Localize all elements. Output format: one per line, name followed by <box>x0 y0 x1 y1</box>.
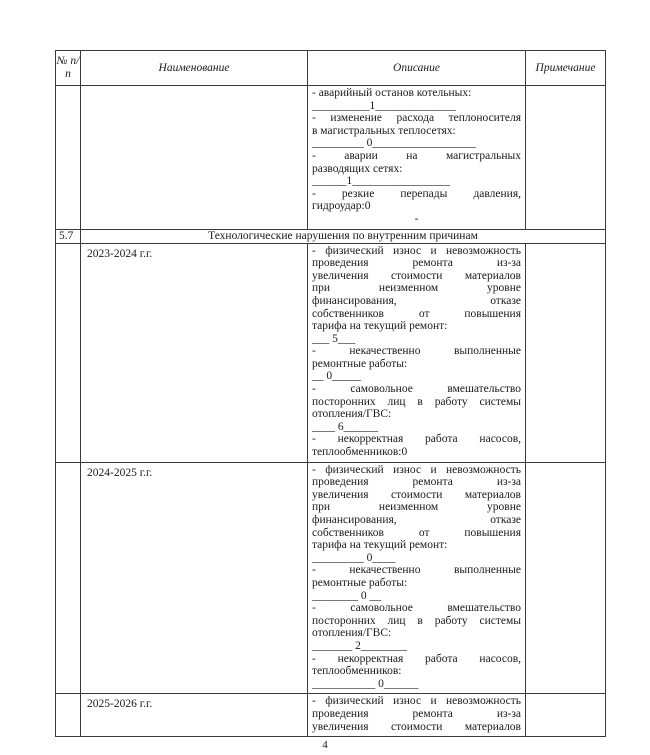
desc-line: - <box>414 212 419 225</box>
desc-line: - некорректная работа насосов, <box>312 433 521 446</box>
desc-line: - физический износ и невозможность <box>312 244 521 257</box>
period-row-2 <box>56 694 606 737</box>
desc-line: ___ 5___ <box>312 332 356 345</box>
period-name: 2025-2026 г.г. <box>81 694 308 737</box>
desc-line: посторонних лиц в работу системы <box>312 614 521 627</box>
desc-line: ___________ 0______ <box>312 677 419 690</box>
desc-line: ремонтные работы: <box>312 357 408 370</box>
desc-line: - аварии на магистральных <box>312 149 521 162</box>
desc-line: тарифа на текущий ремонт: <box>312 320 448 333</box>
desc-line: собственников от повышения <box>312 526 521 539</box>
desc-line: - аварийный останов котельных: <box>312 87 472 99</box>
continuation-desc <box>308 86 526 230</box>
desc-line: - физический износ и невозможность <box>312 463 521 476</box>
continuation-row <box>56 86 606 230</box>
section-title: Технологические нарушения по внутренним причинам <box>81 229 606 243</box>
desc-line: - физический износ и невозможность <box>312 695 521 708</box>
desc-line: при неизменном уровне <box>312 501 521 514</box>
desc-line: увеличения стоимости материалов <box>312 720 521 733</box>
desc-line: _________ 0__________________ <box>312 137 476 150</box>
header-row <box>56 51 606 86</box>
desc-line: ________ 0 __ <box>312 589 381 602</box>
desc-line: теплообменников:0 <box>312 446 408 459</box>
desc-line: - изменение расхода теплоносителя <box>312 112 521 125</box>
desc-line: финансирования, отказе <box>312 514 521 526</box>
desc-line: ремонтные работы: <box>312 576 408 589</box>
period-desc <box>308 694 526 737</box>
header-note: Примечание <box>526 51 606 86</box>
section-row <box>56 229 606 243</box>
desc-line: финансирования, отказе <box>312 294 521 307</box>
desc-line: - некачественно выполненные <box>312 345 521 358</box>
desc-line: тарифа на текущий ремонт: <box>312 539 448 552</box>
section-num: 5.7 <box>56 229 81 243</box>
desc-line: _________ 0____ <box>312 551 396 564</box>
desc-line: - резкие перепады давления, <box>312 187 521 200</box>
desc-line: ____ 6______ <box>312 420 379 433</box>
period-row-0 <box>56 243 606 462</box>
desc-line: - самовольное вмешательство <box>312 602 521 615</box>
period-name: 2024-2025 г.г. <box>81 462 308 694</box>
desc-line: отопления/ГВС: <box>312 627 392 640</box>
desc-line: теплообменников: <box>312 665 402 678</box>
period-desc <box>308 243 526 462</box>
desc-line: отопления/ГВС: <box>312 408 392 421</box>
period-desc <box>308 462 526 694</box>
desc-line: увеличения стоимости материалов <box>312 269 521 282</box>
desc-line: разводящих сетях: <box>312 162 403 175</box>
desc-line: __________1______________ <box>312 99 456 112</box>
desc-line: гидроудар:0 <box>312 200 371 213</box>
period-name: 2023-2024 г.г. <box>81 243 308 462</box>
document-table <box>55 50 606 737</box>
desc-line: - самовольное вмешательство <box>312 383 521 396</box>
header-name: Наименование <box>81 51 308 86</box>
desc-line: __ 0_____ <box>312 370 361 383</box>
desc-line: проведения ремонта из-за <box>312 707 521 720</box>
desc-line: проведения ремонта из-за <box>312 476 521 489</box>
desc-line: _______ 2________ <box>312 639 407 652</box>
period-row-1 <box>56 462 606 694</box>
desc-line: при неизменном уровне <box>312 282 521 295</box>
desc-line: в магистральных теплосетях: <box>312 124 456 137</box>
header-num: № п/п <box>56 51 81 86</box>
desc-line: проведения ремонта из-за <box>312 257 521 270</box>
desc-line: собственников от повышения <box>312 307 521 320</box>
page-number: 4 <box>322 739 328 751</box>
desc-line: - некорректная работа насосов, <box>312 652 521 665</box>
desc-line: посторонних лиц в работу системы <box>312 395 521 408</box>
desc-line: ______1_________________ <box>312 175 450 188</box>
header-desc: Описание <box>308 51 526 86</box>
desc-line: увеличения стоимости материалов <box>312 488 521 501</box>
desc-line: - некачественно выполненные <box>312 564 521 577</box>
